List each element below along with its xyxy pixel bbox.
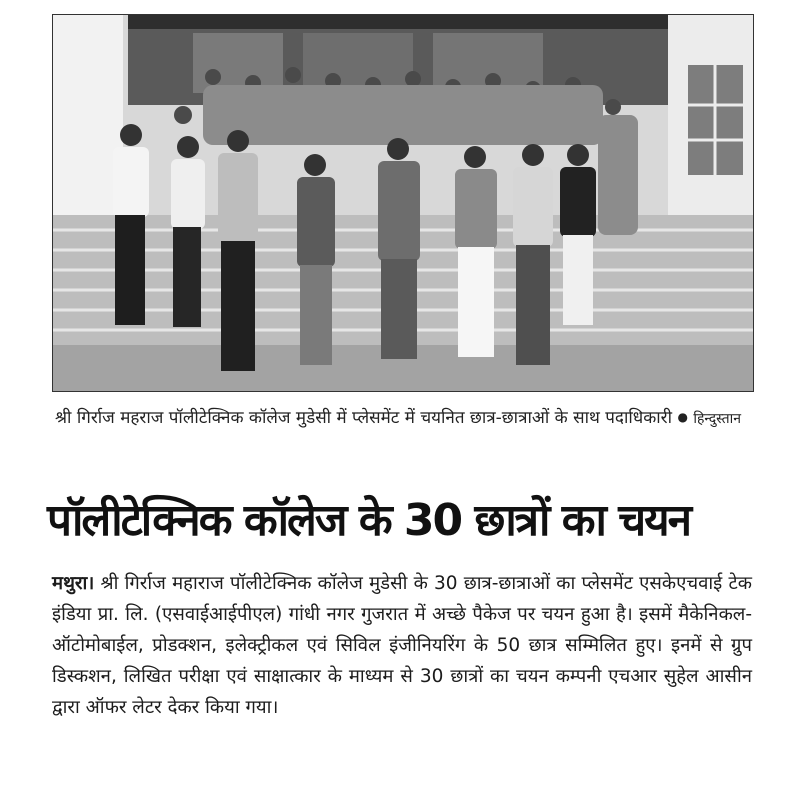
bullet-icon: ● — [677, 410, 688, 424]
caption-text: श्री गिर्राज महराज पॉलीटेक्निक कॉलेज मुडेसी में प्लेसमेंट में चयनित छात्र-छात्राओं के साथ पदाधिकारी — [55, 408, 673, 428]
caption-source: हिन्दुस्तान — [693, 411, 741, 427]
photo-caption — [55, 404, 755, 432]
article-body — [52, 568, 752, 723]
group-photo-icon — [53, 15, 753, 391]
dateline: मथुरा। — [52, 573, 95, 594]
article-headline: पॉलीटेक्निक कॉलेज के 30 छात्रों का चयन — [47, 495, 691, 546]
article-photo — [52, 14, 754, 392]
body-paragraph: श्री गिर्राज महाराज पॉलीटेक्निक कॉलेज मुडेसी के 30 छात्र-छात्राओं का प्लेसमेंट एसकेएचवाई टेक इंडिया प्रा. लि. (एसवाईआईपीएल) गांधी नगर गुजरात में अच्छे पैकेज पर चयन हुआ है। इसमें मैकेनिकल-ऑटोमोबाईल, प्रोडक्शन, इलेक्ट्रीकल एवं सिविल इंजीनियरिंग के 50 छात्र सम्मिलित हुए। इनमें से ग्रुप डिस्कशन, लिखित परीक्षा एवं साक्षात्कार के माध्यम से 30 छात्रों का चयन कम्पनी एचआर सुहेल आसीन द्वारा ऑफर लेटर देकर किया गया। — [52, 573, 752, 718]
